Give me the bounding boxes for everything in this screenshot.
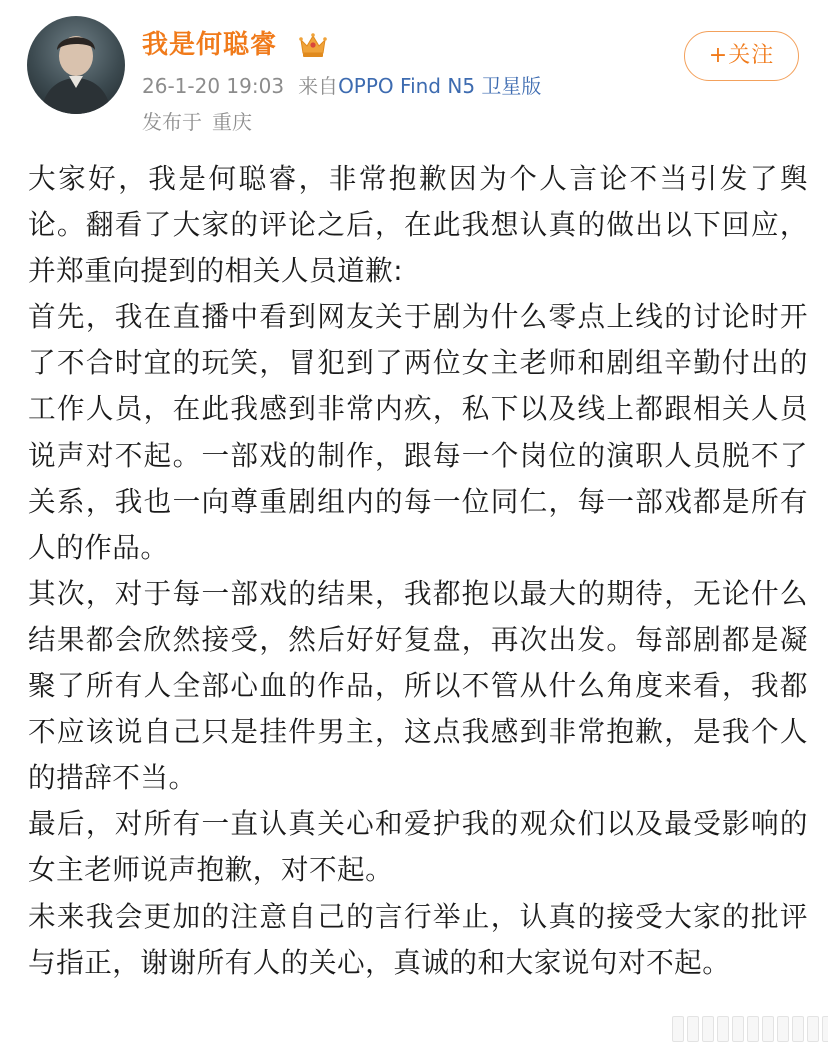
- post-paragraph: 其次，对于每一部戏的结果，我都抱以最大的期待，无论什么结果都会欣然接受，然后好好复盘，再次出发。每部剧都是凝聚了所有人全部心血的作品，所以不管从什么角度来看，我都不应该说自己只是挂件男主，这点我感到非常抱歉，是我个人的措辞不当。: [28, 576, 808, 795]
- post-paragraph: 未来我会更加的注意自己的言行举止，认真的接受大家的批评与指正，谢谢所有人的关心，真诚的和大家说句对不起。: [28, 899, 808, 979]
- avatar[interactable]: [27, 16, 125, 114]
- location-value: 重庆: [212, 110, 252, 134]
- source-label: 来自: [298, 74, 339, 98]
- post-paragraph: 大家好，我是何聪睿，非常抱歉因为个人言论不当引发了舆论。翻看了大家的评论之后，在此我想认真的做出以下回应，并郑重向提到的相关人员道歉:: [28, 162, 808, 288]
- post-paragraph: 最后，对所有一直认真关心和爱护我的观众们以及最受影响的女主老师说声抱歉，对不起。: [28, 807, 808, 887]
- crown-icon: [298, 31, 328, 59]
- post-timestamp: 26-1-20 19:03: [142, 74, 285, 98]
- follow-button[interactable]: +关注: [684, 31, 799, 81]
- post-paragraph: 首先，我在直播中看到网友关于剧为什么零点上线的讨论时开了不合时宜的玩笑，冒犯到了两位女主老师和剧组辛勤付出的工作人员，在此我感到非常内疚，私下以及线上都跟相关人员说声对不起。一部戏的制作，跟每一个岗位的演职人员脱不了关系，我也一向尊重剧组内的每一位同仁，每一部戏都是所有人的作品。: [28, 300, 808, 564]
- username[interactable]: 我是何聪睿: [142, 30, 278, 60]
- post-location: [142, 108, 252, 136]
- post-meta: [142, 72, 541, 100]
- avatar-silhouette-icon: [27, 16, 125, 114]
- watermark: [672, 1016, 828, 1042]
- device-source-link[interactable]: OPPO Find N5 卫星版: [338, 74, 542, 98]
- location-label: 发布于: [142, 110, 202, 134]
- post-content: [28, 156, 808, 986]
